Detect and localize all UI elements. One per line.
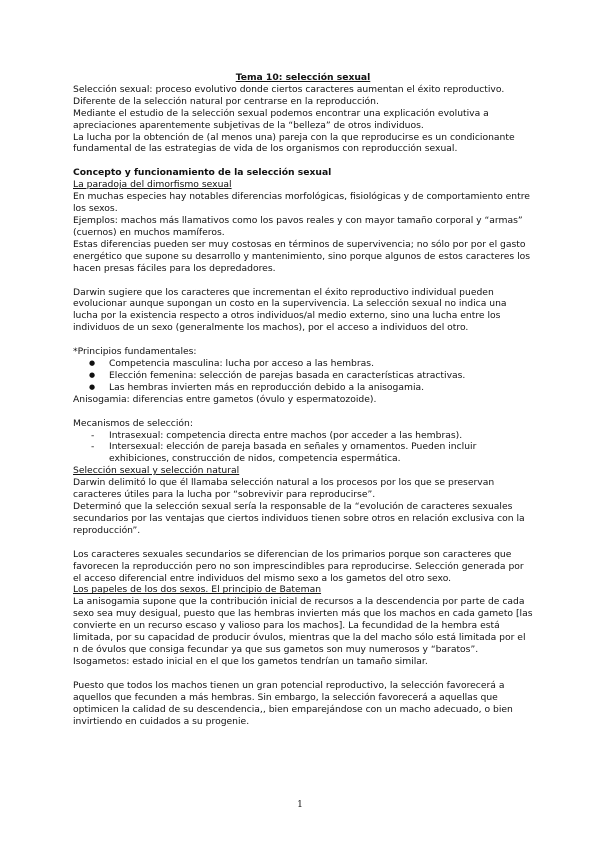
intro-line: La lucha por la obtención de (al menos una) pareja con la que reproducirse es un condicionante fundamental de las estrategias de vida de los organismos con reproducción sexual.: [73, 131, 515, 155]
paragraph-isogametos: Isogametos: estado inicial en el que los gametos tendrían un tamaño similar.: [73, 655, 428, 667]
mechanisms-list: [73, 430, 533, 466]
principles-list: [73, 358, 533, 394]
paragraph: Determinó que la selección sexual sería la responsable de la “evolución de caracteres sexuales secundarios por las ventajas que ciertos individuos tienen sobre otros en relación exclusiva con la reproducción”.: [73, 501, 525, 536]
intro-line: Diferente de la selección natural por centrarse en la reproducción.: [73, 95, 379, 107]
paragraph: Darwin delimitó lo que él llamaba selección natural a los procesos por los que se preservan caracteres útiles para la lucha por “sobrevivir para reproducirse”.: [73, 477, 495, 501]
mechanisms-label: Mecanismos de selección:: [73, 417, 193, 429]
paragraph: La anisogamia supone que la contribución inicial de recursos a la descendencia por parte de cada sexo sea muy desigual, puesto que las hembras invierten más que los machos en cada gameto [las convierte en un recurso escaso y valioso para los machos]. La fecundidad de la hembra está limitada, por su capacidad de producir óvulos, mientras que la del macho sólo está limitada por el n de óvulos que consiga fecundar ya que sus gametos son muy numerosos y “baratos”.: [73, 596, 533, 655]
subheading-seleccion-natural: Selección sexual y selección natural: [73, 465, 240, 477]
page-content: [73, 72, 533, 727]
paragraph: Ejemplos: machos más llamativos como los pavos reales y con mayor tamaño corporal y “armas” (cuernos) en muchos mamíferos.: [73, 214, 523, 238]
intro-line: Selección sexual: proceso evolutivo donde ciertos caracteres aumentan el éxito reproductivo.: [73, 83, 505, 95]
page-title: Tema 10: selección sexual: [235, 72, 371, 83]
paragraph: Estas diferencias pueden ser muy costosas en términos de supervivencia; no sólo por por el gasto energético que supone su desarrollo y mantenimiento, sino porque algunos de estos caracteres los hacen presas fáciles para los depredadores.: [73, 238, 531, 274]
paragraph: En muchas especies hay notables diferencias morfológicas, fisiológicas y de comportamiento entre los sexos.: [73, 191, 530, 215]
list-item: - Intersexual: elección de pareja basada en señales y ornamentos. Pueden incluir exhibiciones, construcción de nidos, competencia espermática.: [73, 441, 533, 465]
principles-label: *Principios fundamentales:: [73, 346, 197, 358]
paragraph-anisogamia: Anisogamia: diferencias entre gametos (óvulo y espermatozoide).: [73, 393, 377, 405]
intro-line: Mediante el estudio de la selección sexual podemos encontrar una explicación evolutiva a apreciaciones aparentemente subjetivas de la “belleza” de otros individuos.: [73, 107, 489, 131]
list-item: ● Competencia masculina: lucha por acceso a las hembras.: [73, 358, 533, 370]
list-item: ● Las hembras invierten más en reproducción debido a la anisogamia.: [73, 382, 533, 394]
subheading-dimorfismo: La paradoja del dimorfismo sexual: [73, 179, 232, 191]
paragraph-final: Puesto que todos los machos tienen un gran potencial reproductivo, la selección favorecerá a aquellos que fecunden a más hembras. Sin embargo, la selección favorecerá a aquellas que optimicen la calidad de su descendencia,, bien emparejándose con un macho adecuado, o bien invirtiendo en cuidados a su progenie.: [73, 679, 513, 727]
list-item: ● Elección femenina: selección de parejas basada en características atractivas.: [73, 370, 533, 382]
page-number: 1: [297, 800, 303, 810]
section-heading: Concepto y funcionamiento de la selección sexual: [73, 167, 332, 179]
list-item: - Intrasexual: competencia directa entre machos (por acceder a las hembras).: [73, 430, 533, 442]
paragraph-darwin: Darwin sugiere que los caracteres que incrementan el éxito reproductivo individual pueden evolucionar aunque supongan un costo en la supervivencia. La selección sexual no indica una lucha por la existencia respecto a otros individuos/al medio externo, sino una lucha entre los individuos de un sexo (generalmente los machos), por el acceso a individuos del otro.: [73, 286, 507, 334]
subheading-bateman: Los papeles de los dos sexos. El principio de Bateman: [73, 584, 322, 596]
paragraph-secondary: Los caracteres sexuales secundarios se diferencian de los primarios porque son caracteres que favorecen la reproducción pero no son imprescindibles para reproducirse. Selección generada por el acceso diferencial entre individuos del mismo sexo a los gametos del otro sexo.: [73, 548, 524, 584]
